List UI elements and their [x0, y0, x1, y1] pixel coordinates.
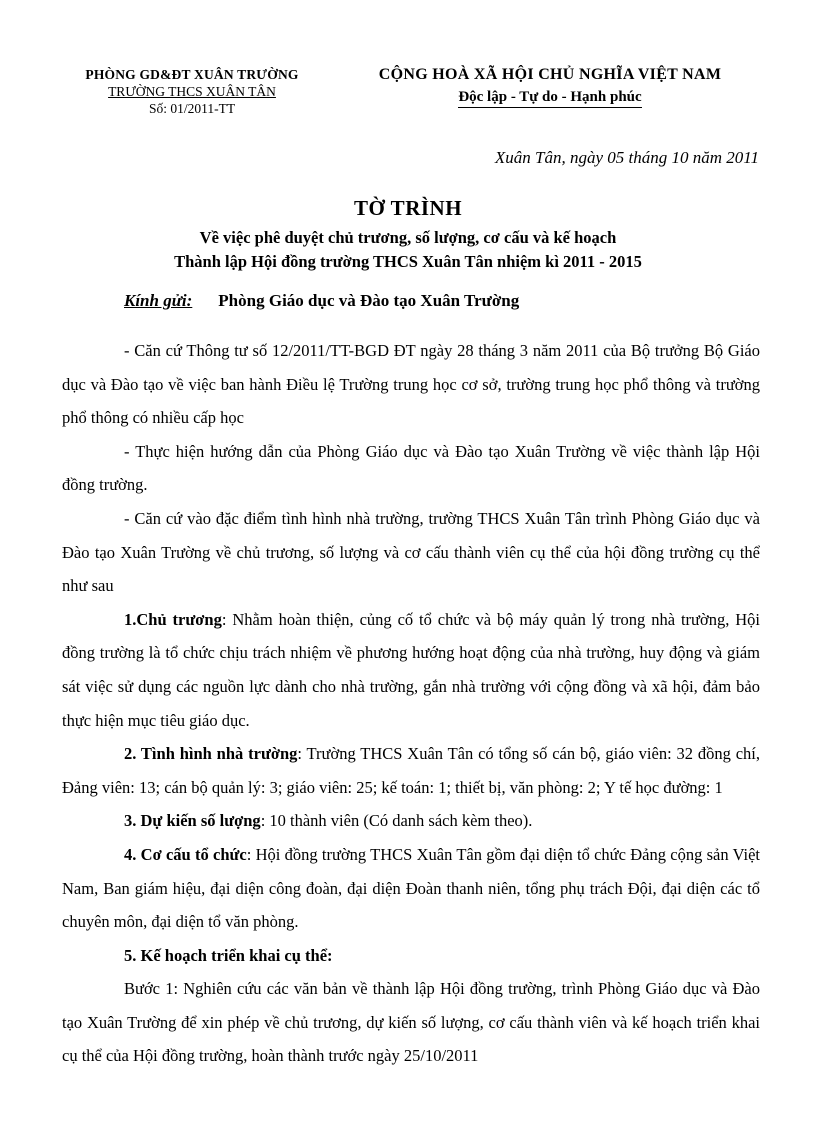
section-structure-text: : Hội đồng trường THCS Xuân Tân gồm đại diện tổ chức Đảng cộng sản Việt Nam, Ban giám hiệu, đại diện công đoàn, đại diện Đoàn thanh niên, tổng phụ trách Đội, đại diện các tổ chuyên môn, đại diện tổ văn phòng.	[62, 844, 760, 932]
document-number: Số: 01/2011-TT	[148, 101, 236, 116]
section-policy	[62, 603, 760, 737]
section-expected-number-heading: 3. Dự kiến số lượng	[124, 811, 261, 831]
national-motto: Độc lập - Tự do - Hạnh phúc	[458, 89, 641, 108]
subtitle-line-1: Về việc phê duyệt chủ trương, số lượng, cơ cấu và kế hoạch	[199, 228, 617, 247]
recipient	[124, 291, 519, 311]
header-right	[350, 64, 750, 108]
date-line: Xuân Tân, ngày 05 tháng 10 năm 2011	[494, 148, 759, 167]
section-structure-heading: 4. Cơ cấu tổ chức	[124, 844, 247, 864]
document-body	[62, 334, 760, 1073]
section-policy-text: : Nhằm hoàn thiện, củng cố tổ chức và bộ máy quản lý trong nhà trường, Hội đồng trường là tổ chức chịu trách nhiệm về phương hướng hoạt động của nhà trường, huy động và giám sát việc sử dụng các nguồn lực dành cho nhà trường, gắn nhà trường với cộng đồng và xã hội, đảm bảo thực hiện mục tiêu giáo dục.	[62, 609, 760, 730]
section-school-status-text: : Trường THCS Xuân Tân có tổng số cán bộ, giáo viên: 32 đồng chí, Đảng viên: 13; cán bộ quản lý: 3; giáo viên: 25; kế toán: 1; thiết bị, văn phòng: 2; Y tế học đường: 1	[62, 744, 760, 797]
section-structure	[62, 838, 760, 939]
paragraph-guidance: - Thực hiện hướng dẫn của Phòng Giáo dục và Đào tạo Xuân Trường về việc thành lập Hội đồng trường.	[62, 441, 760, 495]
paragraph-school-situation: - Căn cứ vào đặc điểm tình hình nhà trường, trường THCS Xuân Tân trình Phòng Giáo dục và Đào tạo Xuân Trường về chủ trương, số lượng và cơ cấu thành viên cụ thể của hội đồng trường cụ thể như sau	[62, 508, 760, 596]
recipient-name: Phòng Giáo dục và Đào tạo Xuân Trường	[218, 291, 520, 310]
section-expected-number-text: : 10 thành viên (Có danh sách kèm theo).	[260, 811, 533, 831]
section-school-status	[62, 737, 760, 804]
document-title: TỜ TRÌNH	[353, 196, 463, 220]
section-plan-heading: 5. Kế hoạch triển khai cụ thể:	[124, 945, 333, 965]
plan-step-1: Bước 1: Nghiên cứu các văn bản về thành lập Hội đồng trường, trình Phòng Giáo dục và Đào tạo Xuân Trường để xin phép về chủ trương, dự kiến số lượng, cơ cấu thành viên và kế hoạch triển khai cụ thể của Hội đồng trường, hoàn thành trước ngày 25/10/2011	[62, 979, 760, 1066]
document-subtitle	[0, 226, 816, 274]
school-name: TRƯỜNG THCS XUÂN TÂN	[108, 84, 276, 99]
section-policy-heading: 1.Chủ trương	[124, 609, 222, 629]
section-school-status-heading: 2. Tình hình nhà trường	[124, 744, 298, 764]
subtitle-line-2: Thành lập Hội đồng trường THCS Xuân Tân nhiệm kì 2011 - 2015	[174, 252, 642, 271]
country-name: CỘNG HOÀ XÃ HỘI CHỦ NGHĨA VIỆT NAM	[378, 66, 722, 83]
office-name: PHÒNG GD&ĐT XUÂN TRƯỜNG	[85, 67, 299, 82]
section-expected-number	[62, 804, 760, 838]
recipient-label: Kính gửi:	[124, 291, 193, 310]
section-plan	[62, 939, 760, 973]
header-left	[62, 66, 322, 117]
paragraph-legal-basis: - Căn cứ Thông tư số 12/2011/TT-BGD ĐT ngày 28 tháng 3 năm 2011 của Bộ trưởng Bộ Giáo dục và Đào tạo về việc ban hành Điều lệ Trường trung học cơ sở, trường trung học phổ thông và trường phổ thông có nhiều cấp học	[62, 341, 760, 428]
